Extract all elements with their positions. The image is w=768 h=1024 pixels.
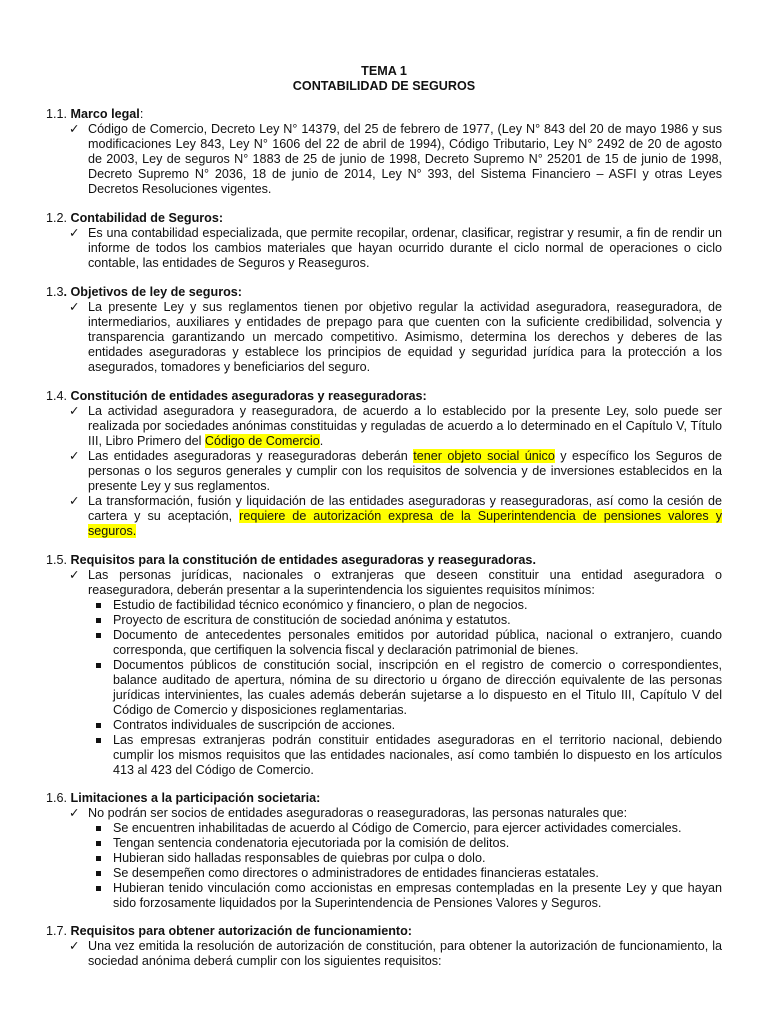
paragraph-text: Código de Comercio, Decreto Ley N° 14379, del 25 de febrero de 1977, (Ley N° 843 del 20 de mayo 1986 y sus modificaciones Ley 843, Ley N° 1606 del 22 de abril de 1994), Código Tributario, Ley N° 2492 de 20 de agosto de 2003, Ley de seguros N° 1883 de 25 de junio de 1998, Decreto Supremo N° 25201 de 15 de junio de 1998, Decreto Supremo N° 2036, 18 de junio de 2014, Ley N° 393, del Sistema Financiero – ASFI y otras Leyes Decretos Resoluciones vigentes. <box>88 122 722 196</box>
paragraph-text: Es una contabilidad especializada, que permite recopilar, ordenar, clasificar, registrar y resumir, a fin de rendir un informe de todos los cambios materiales que hayan ocurrido durante el ciclo normal de operaciones o ciclo contable, las entidades de Seguros y Reaseguros. <box>88 226 722 270</box>
list-item <box>46 733 722 778</box>
paragraph-text: . <box>319 434 324 448</box>
section-heading <box>46 924 722 939</box>
section-heading <box>46 553 722 568</box>
list-item-text: Contratos individuales de suscripción de acciones. <box>113 718 396 732</box>
paragraph-text: La transformación, fusión y liquidación de las entidades aseguradoras y reaseguradoras, así como la cesión de cartera y su aceptación, <box>88 494 722 523</box>
list-item <box>46 881 722 911</box>
section-contabilidad-seguros <box>46 211 722 271</box>
checkmark-icon: ✓ <box>69 494 80 508</box>
square-bullet-icon <box>96 886 101 891</box>
section-number: 1.3 <box>46 285 64 299</box>
section-heading <box>46 211 722 226</box>
square-bullet-icon <box>96 618 101 623</box>
section-number: 1.1. <box>46 107 68 121</box>
list-item <box>46 658 722 718</box>
list-item-text: Las empresas extranjeras podrán constituir entidades aseguradoras en el territorio nacional, debiendo cumplir los mismos requisitos que las entidades nacionales, así como también lo dispuesto en los artículos 413 al 423 del Código de Comercio. <box>113 733 722 777</box>
bullet-list <box>46 821 722 911</box>
list-item <box>46 628 722 658</box>
checkmark-icon: ✓ <box>69 568 80 582</box>
list-item <box>46 718 722 733</box>
square-bullet-icon <box>96 871 101 876</box>
section-heading <box>46 389 722 404</box>
checklist-item <box>46 494 722 539</box>
section-requisitos-constitucion <box>46 553 722 778</box>
list-item-text: Proyecto de escritura de constitución de sociedad anónima y estatutos. <box>113 613 511 627</box>
doc-title-line1: TEMA 1 <box>361 64 407 78</box>
square-bullet-icon <box>96 826 101 831</box>
list-item-text: Se desempeñen como directores o administradores de entidades financieras estatales. <box>113 866 599 880</box>
checkmark-icon: ✓ <box>69 300 80 314</box>
section-autorizacion-funcionamiento <box>46 924 722 969</box>
list-item <box>46 836 722 851</box>
list-item-text: Hubieran sido halladas responsables de quiebras por culpa o dolo. <box>113 851 486 865</box>
checklist-item <box>46 806 722 821</box>
highlighted-text: requiere de autorización expresa de la Superintendencia de pensiones valores y seguros. <box>88 509 722 538</box>
section-number: 1.2. <box>46 211 68 225</box>
checkmark-icon: ✓ <box>69 806 80 820</box>
section-title-suffix: : <box>139 107 144 121</box>
checkmark-icon: ✓ <box>69 449 80 463</box>
paragraph-text: Las personas jurídicas, nacionales o extranjeras que deseen constituir una entidad aseguradora o reaseguradora, deberán presentar a la superintendencia los siguientes requisitos mínimos: <box>88 568 722 597</box>
checkmark-icon: ✓ <box>69 122 80 136</box>
list-item <box>46 866 722 881</box>
section-title: Requisitos para obtener autorización de funcionamiento: <box>70 924 412 938</box>
section-number: 1.5. <box>46 553 68 567</box>
section-number: 1.6. <box>46 791 68 805</box>
checklist-item <box>46 568 722 598</box>
checklist-item <box>46 404 722 449</box>
section-heading <box>46 285 722 300</box>
square-bullet-icon <box>96 633 101 638</box>
section-number: 1.7. <box>46 924 68 938</box>
list-item-text: Se encuentren inhabilitadas de acuerdo al Código de Comercio, para ejercer actividades comerciales. <box>113 821 682 835</box>
section-constitucion-entidades <box>46 389 722 539</box>
paragraph-text: y específico los Seguros de personas o los seguros generales y cumplir con los requisitos de solvencia y de inversiones establecidos en la presente Ley y sus reglamentos. <box>88 449 722 493</box>
checklist-item <box>46 939 722 969</box>
list-item-text: Estudio de factibilidad técnico económico y financiero, o plan de negocios. <box>113 598 528 612</box>
section-title: Requisitos para la constitución de entidades aseguradoras y reaseguradoras. <box>70 553 536 567</box>
list-item <box>46 598 722 613</box>
square-bullet-icon <box>96 856 101 861</box>
paragraph-text: No podrán ser socios de entidades aseguradoras o reaseguradoras, las personas naturales que: <box>88 806 628 820</box>
section-heading <box>46 791 722 806</box>
list-item-text: Documentos públicos de constitución social, inscripción en el registro de comercio o correspondientes, balance auditado de apertura, nómina de su directorio u órgano de dirección equivalente de las personas jurídicas intervinientes, las cuales además deberán sujetarse a lo dispuesto en el Titulo III, Capítulo V del Código de Comercio y disposiciones reglamentarias. <box>113 658 722 717</box>
section-title: Limitaciones a la participación societaria: <box>70 791 321 805</box>
section-limitaciones <box>46 791 722 911</box>
section-heading <box>46 107 722 122</box>
square-bullet-icon <box>96 723 101 728</box>
checklist-item <box>46 449 722 494</box>
checkmark-icon: ✓ <box>69 939 80 953</box>
checklist-item <box>46 226 722 271</box>
paragraph-text: Una vez emitida la resolución de autorización de constitución, para obtener la autorización de funcionamiento, la sociedad anónima deberá cumplir con los siguientes requisitos: <box>88 939 722 968</box>
checkmark-icon: ✓ <box>69 404 80 418</box>
list-item-text: Hubieran tenido vinculación como accionistas en empresas contempladas en la presente Ley y que hayan sido forzosamente liquidados por la Superintendencia de Pensiones Valores y Seguros. <box>113 881 722 910</box>
square-bullet-icon <box>96 603 101 608</box>
list-item <box>46 613 722 628</box>
section-title: Marco legal <box>70 107 140 121</box>
checklist-item <box>46 300 722 375</box>
section-title: Contabilidad de Seguros: <box>70 211 224 225</box>
checklist-item <box>46 122 722 197</box>
list-item-text: Documento de antecedentes personales emitidos por autoridad pública, nacional o extranjero, cuando corresponda, que certifiquen la solvencia fiscal y declaración patrimonial de bienes. <box>113 628 722 657</box>
checkmark-icon: ✓ <box>69 226 80 240</box>
section-marco-legal <box>46 107 722 197</box>
list-item <box>46 851 722 866</box>
section-title: Constitución de entidades aseguradoras y reaseguradoras: <box>70 389 427 403</box>
section-number: 1.4. <box>46 389 68 403</box>
highlighted-text: Código de Comercio <box>204 434 320 448</box>
section-objetivos-ley <box>46 285 722 375</box>
highlighted-text: tener objeto social único <box>413 449 555 463</box>
doc-title-line2: CONTABILIDAD DE SEGUROS <box>292 79 476 93</box>
paragraph-text: La actividad aseguradora y reaseguradora, de acuerdo a lo establecido por la presente Ley, solo puede ser realizada por sociedades anónimas constituidas y reguladas de acuerdo a lo determinado en el Capítulo V, Título III, Libro Primero del <box>88 404 722 448</box>
paragraph-text: Las entidades aseguradoras y reaseguradoras deberán <box>88 449 414 463</box>
list-item-text: Tengan sentencia condenatoria ejecutoriada por la comisión de delitos. <box>113 836 510 850</box>
list-item <box>46 821 722 836</box>
section-title: . Objetivos de ley de seguros: <box>63 285 242 299</box>
square-bullet-icon <box>96 663 101 668</box>
square-bullet-icon <box>96 841 101 846</box>
bullet-list <box>46 598 722 778</box>
paragraph-text: La presente Ley y sus reglamentos tienen por objetivo regular la actividad aseguradora, reaseguradora, de intermediarios, auxiliares y entidades de prepago para que cuenten con la suficiente credibilidad, solvencia y transparencia garantizando un mercado competitivo. Asimismo, determina los derechos y deberes de las entidades aseguradoras y establece los principios de equidad y seguridad jurídica para la protección a los asegurados, tomadores y beneficiarios del seguro. <box>88 300 722 374</box>
square-bullet-icon <box>96 738 101 743</box>
